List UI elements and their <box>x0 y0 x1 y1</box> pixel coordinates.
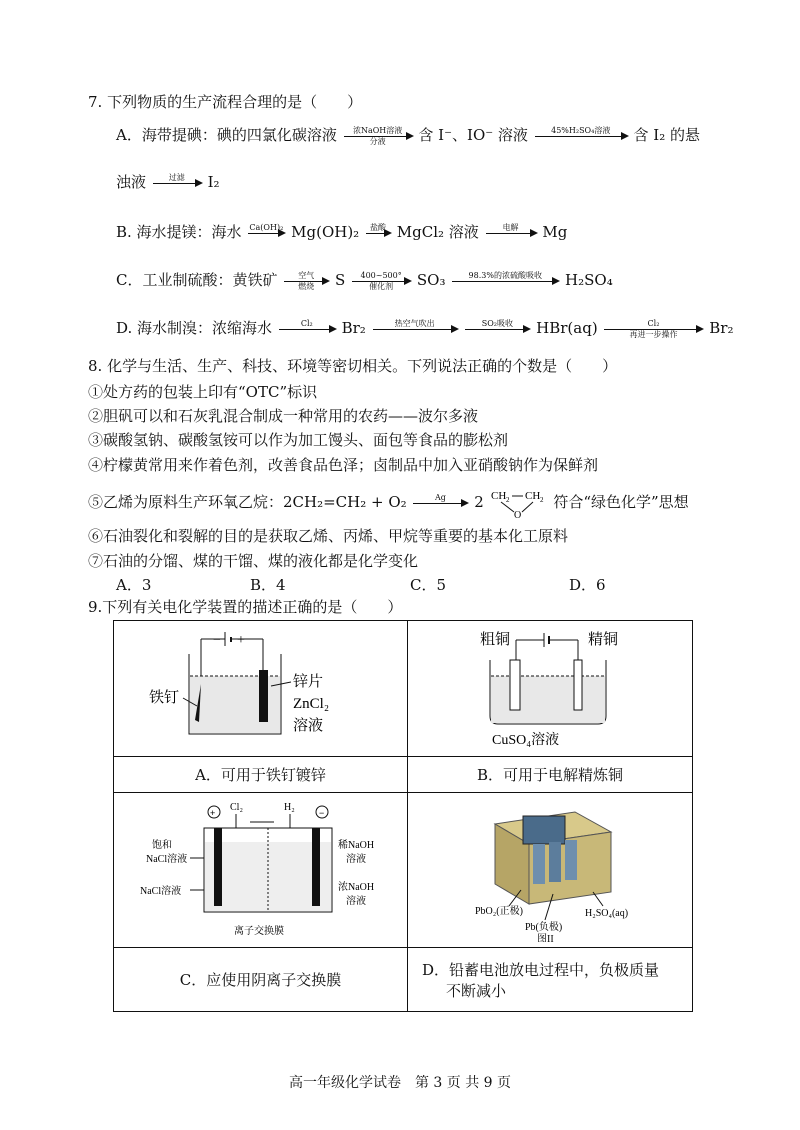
caption-c: C．应使用阴离子交换膜 <box>114 948 408 1012</box>
fig-c-h2-label: H₂ <box>283 802 295 813</box>
caption-b: B．可用于电解精炼铜 <box>408 757 693 793</box>
fig-c-membrane-label: 离子交换膜 <box>233 926 284 937</box>
q8-item-7: ⑦石油的分馏、煤的干馏、煤的液化都是化学变化 <box>88 552 419 570</box>
caption-d-line1: D．铅蓄电池放电过程中，负极质量 <box>422 960 660 979</box>
q7-option-a-cont: 浊液 过滤 I₂ <box>116 172 220 191</box>
fig-a-iron-label: 铁钉 <box>148 689 179 706</box>
page-footer: 高一年级化学试卷 第 3 页 共 9 页 <box>288 1075 512 1091</box>
q8-item-3: ③碳酸氢钠、碳酸氢铵可以作为加工馒头、面包等食品的膨松剂 <box>88 431 509 449</box>
q7-option-a: A．海带提碘：碘的四氯化碳溶液 浓NaOH溶液 分液 含 I⁻、IO⁻ 溶液 45%H₂SO₄溶液 含 I₂ 的悬 <box>116 125 700 146</box>
q8-option-a: A．3 <box>116 576 152 594</box>
fig-b-copper-refining-diagram <box>430 624 670 750</box>
fig-c-out-right2-label: 溶液 <box>345 896 366 907</box>
fig-a-electroplating-diagram <box>141 624 381 750</box>
epoxide-ring-structure <box>489 487 549 519</box>
q7-stem: 7. 下列物质的生产流程合理的是（ ） <box>88 93 363 111</box>
fig-c-in-right2-label: 溶液 <box>345 854 366 865</box>
q8-item-1: ①处方药的包装上印有“OTC”标识 <box>88 383 318 401</box>
fig-c-cl2-label: Cl₂ <box>229 802 243 813</box>
q8-item-5: ⑤乙烯为原料生产环氧乙烷：2CH₂=CH₂ + O₂ Ag 2 CH 2 CH 2 O 符合“绿色化学”思想 <box>88 487 689 519</box>
fig-c-in-left2-label: NaCl溶液 <box>145 854 187 865</box>
svg-text:+: + <box>209 808 215 818</box>
q8-item-4: ④柠檬黄常用来作着色剂，改善食品色泽；卤制品中加入亚硝酸钠作为保鲜剂 <box>88 456 599 474</box>
svg-text:2: 2 <box>505 496 510 504</box>
q7-option-c: C．工业制硫酸：黄铁矿 空气 燃烧 S 400~500° 催化剂 SO₃ 98.3%的浓硫酸吸收 H₂SO₄ <box>116 270 613 291</box>
fig-d-pb-label: Pb(负极) <box>525 922 563 933</box>
fig-d-h2so4-label: H₂SO₄(aq) <box>585 908 629 919</box>
q8-item-6: ⑥石油裂化和裂解的目的是获取乙烯、丙烯、甲烷等重要的基本化工原料 <box>88 527 569 545</box>
fig-a-solution-label: 溶液 <box>292 717 323 734</box>
fig-b-pure-label: 精铜 <box>588 631 619 648</box>
caption-d <box>408 948 693 1012</box>
q8-option-b: B．4 <box>250 576 286 594</box>
q7-option-b: B. 海水提镁：海水 Ca(OH)₂ Mg(OH)₂ 盐酸 MgCl₂ 溶液 电解 Mg <box>116 222 568 241</box>
svg-text:CH: CH <box>490 490 506 502</box>
svg-text:+: + <box>236 632 245 648</box>
q9-stem: 9.下列有关电化学装置的描述正确的是（ ） <box>88 598 403 616</box>
fig-a-cell <box>114 621 408 757</box>
fig-c-in-left-label: 饱和 <box>151 840 172 851</box>
svg-text:2: 2 <box>539 496 544 504</box>
fig-c-out-right-label: 浓NaOH <box>337 882 374 893</box>
fig-c-cell <box>114 793 408 948</box>
q9-option-table <box>113 620 693 1012</box>
q8-stem: 8. 化学与生活、生产、科技、环境等密切相关。下列说法正确的个数是（ ） <box>88 357 618 375</box>
fig-a-electrolyte-label: ZnCl₂ <box>292 695 329 712</box>
fig-c-chlor-alkali-diagram <box>126 794 396 942</box>
fig-b-electrolyte-label: CuSO₄溶液 <box>492 732 560 748</box>
caption-d-line2: 不断减小 <box>446 981 507 1000</box>
fig-d-lead-battery-diagram <box>425 794 675 942</box>
svg-text:CH: CH <box>524 490 540 502</box>
q8-option-c: C．5 <box>410 576 447 594</box>
svg-text:−: − <box>318 808 324 818</box>
fig-d-figure-label: 图II <box>537 934 554 942</box>
fig-c-in-right-label: 稀NaOH <box>337 840 374 851</box>
fig-b-cell <box>408 621 693 757</box>
q8-option-d: D．6 <box>569 576 606 594</box>
fig-d-pbo2-label: PbO₂(正极) <box>475 906 523 917</box>
fig-a-zinc-label: 锌片 <box>292 673 323 690</box>
fig-d-cell <box>408 793 693 948</box>
svg-text:O: O <box>513 510 521 519</box>
svg-text:−: − <box>212 632 221 648</box>
q8-item-2: ②胆矾可以和石灰乳混合制成一种常用的农药——波尔多液 <box>88 407 479 425</box>
q7-option-d: D. 海水制溴：浓缩海水 Cl₂ Br₂ 热空气吹出 SO₂吸收 HBr(aq) Cl₂ 再进一步操作 Br₂ <box>116 318 734 339</box>
fig-c-out-left-label: NaCl溶液 <box>139 886 181 897</box>
caption-a: A．可用于铁钉镀锌 <box>114 757 408 793</box>
fig-b-crude-label: 粗铜 <box>480 631 511 648</box>
